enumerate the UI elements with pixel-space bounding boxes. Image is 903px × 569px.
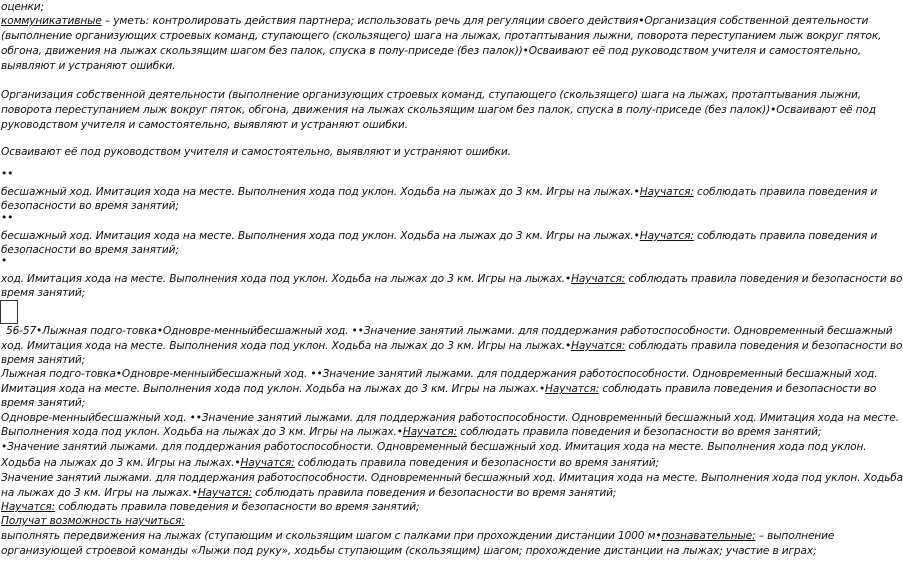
text-line: выявляют и устраняют ошибки. <box>1 60 176 72</box>
text-line: (выполнение организующих строевых команд, ступающего (скользящего) шага на лыжах, протаптывания лыжни, поворота переступанием лыж вокруг пяток, <box>1 30 882 42</box>
text-line: поворота переступанием лыж вокруг пяток, обгона, движения на лыжах скользящим шагом без палок, спуска в полу-приседе (без палок))•Осваивают её под <box>1 104 876 116</box>
text-run: соблюдать правила поведения и безопасности во <box>625 340 903 352</box>
text-run: – выполнение <box>755 530 835 542</box>
text-line: Одновре-менныйбесшажный ход. ••Значение занятий лыжами. для поддержания работоспособности. Одновременный бесшажный ход. Имитация хода на месте. <box>1 412 899 424</box>
text-line <box>1 339 903 353</box>
underlined-heading: Получат возможность научиться: <box>1 515 185 527</box>
underlined-term: познавательные: <box>661 530 756 542</box>
text-line: безопасности во время занятий; <box>1 244 179 256</box>
text-line <box>1 14 869 28</box>
underlined-term: Научатся: <box>639 230 694 242</box>
text-line: 56-57•Лыжная подго-товка•Одновре-менныйбесшажный ход. ••Значение занятий лыжами. для поддержания работоспособности. Одновременный бесшажный <box>6 325 893 337</box>
text-line: Организация собственной деятельности (выполнение организующих строевых команд, ступающего (скользящего) шага на лыжах, протаптывания лыжни, <box>1 89 861 101</box>
text-line: время занятий; <box>1 287 86 299</box>
underlined-term: Научатся: <box>402 426 457 438</box>
text-line <box>1 272 903 286</box>
text-run: соблюдать правила поведения и <box>693 186 878 198</box>
text-line: руководством учителя и самостоятельно, выявляют и устраняют ошибки. <box>1 119 408 131</box>
text-run: соблюдать правила поведения и безопасности во время занятий; <box>55 501 420 513</box>
bullet-marker: •• <box>1 168 14 180</box>
text-line: •Значение занятий лыжами. для поддержания работоспособности. Одновременный бесшажный ход. Имитация хода на месте. Выполнения хода под уклон. <box>1 441 867 453</box>
bullet-marker: • <box>1 255 8 267</box>
text-line <box>1 229 878 243</box>
text-line <box>1 425 822 439</box>
text-run: ход. Имитация хода на месте. Выполнения хода под уклон. Ходьба на лыжах до 3 км. Игры на лыжах.• <box>1 273 572 285</box>
underlined-term: Научатся: <box>571 340 626 352</box>
text-line <box>1 486 812 500</box>
text-line: безопасности во время занятий; <box>1 200 179 212</box>
text-line <box>1 185 878 199</box>
text-run: ход. Имитация хода на месте. Выполнения хода под уклон. Ходьба на лыжах до 3 км. Игры на лыжах.• <box>1 340 572 352</box>
text-run: бесшажный ход. Имитация хода на месте. Выполнения хода под уклон. Ходьба на лыжах до 3 км. Игры на лыжах.• <box>1 186 640 198</box>
text-line: обгона, движения на лыжах скользящим шагом без палок, спуска в полу-приседе (без палок))•Осваивают её под руководством учителя и самостоятельно, <box>1 45 861 57</box>
bullet-marker: •• <box>1 212 14 224</box>
text-run: соблюдать правила поведения и безопасности во <box>599 383 877 395</box>
text-line <box>1 500 812 514</box>
text-line: оценки; <box>1 1 44 13</box>
text-run: Ходьба на лыжах до 3 км. Игры на лыжах.• <box>1 457 241 469</box>
text-line: время занятий; <box>1 354 86 366</box>
text-run: соблюдать правила поведения и безопасности во <box>625 273 903 285</box>
text-run: соблюдать правила поведения и безопасности во время занятий; <box>294 457 659 469</box>
text-line <box>1 514 812 528</box>
text-line: Значение занятий лыжами. для поддержания работоспособности. Одновременный бесшажный ход. Имитация хода на месте. Выполнения хода под уклон. Ходьба <box>1 472 903 484</box>
text-run: Выполнения хода под уклон. Ходьба на лыжах до 3 км. Игры на лыжах.• <box>1 426 403 438</box>
text-run: бесшажный ход. Имитация хода на месте. Выполнения хода под уклон. Ходьба на лыжах до 3 км. Игры на лыжах.• <box>1 230 640 242</box>
underlined-term: Научатся: <box>571 273 626 285</box>
text-run: соблюдать правила поведения и безопасности во время занятий; <box>251 487 617 499</box>
text-line: Осваивают её под руководством учителя и самостоятельно, выявляют и устраняют ошибки. <box>1 146 511 158</box>
underlined-term: Научатся: <box>545 383 600 395</box>
text-run: – уметь: контролировать действия партнера; использовать речь для регуляции своего действия•Организация собственной деятельности <box>101 15 869 27</box>
text-line: время занятий; <box>1 397 86 409</box>
underlined-term: Научатся: <box>197 487 252 499</box>
text-line <box>1 456 812 470</box>
text-line <box>1 382 877 396</box>
text-line: организующей строевой команды «Лыжи под руку», ходьбы ступающим (скользящим) шагом; прохождение дистанции на лыжах; участие в играх; <box>1 545 817 557</box>
text-line: Лыжная подго-товка•Одновре-менныйбесшажный ход. ••Значение занятий лыжами. для поддержания работоспособности. Одновременный бесшажный ход. <box>1 368 878 380</box>
text-run: выполнять передвижения на лыжах (ступающим и скользящим шагом с палками при прохождении дистанции 1000 м• <box>1 530 662 542</box>
text-run: соблюдать правила поведения и <box>693 230 878 242</box>
underlined-term: Научатся: <box>240 457 295 469</box>
text-run: на лыжах до 3 км. Игры на лыжах.• <box>1 487 198 499</box>
text-run: Имитация хода на месте. Выполнения хода под уклон. Ходьба на лыжах до 3 км. Игры на лыжах.• <box>1 383 546 395</box>
text-run: соблюдать правила поведения и безопасности во время занятий; <box>456 426 822 438</box>
underlined-term: коммуникативные <box>1 15 102 27</box>
underlined-term: Научатся: <box>1 501 56 513</box>
text-line <box>1 529 835 543</box>
table-cell-box <box>0 300 18 324</box>
underlined-term: Научатся: <box>639 186 694 198</box>
